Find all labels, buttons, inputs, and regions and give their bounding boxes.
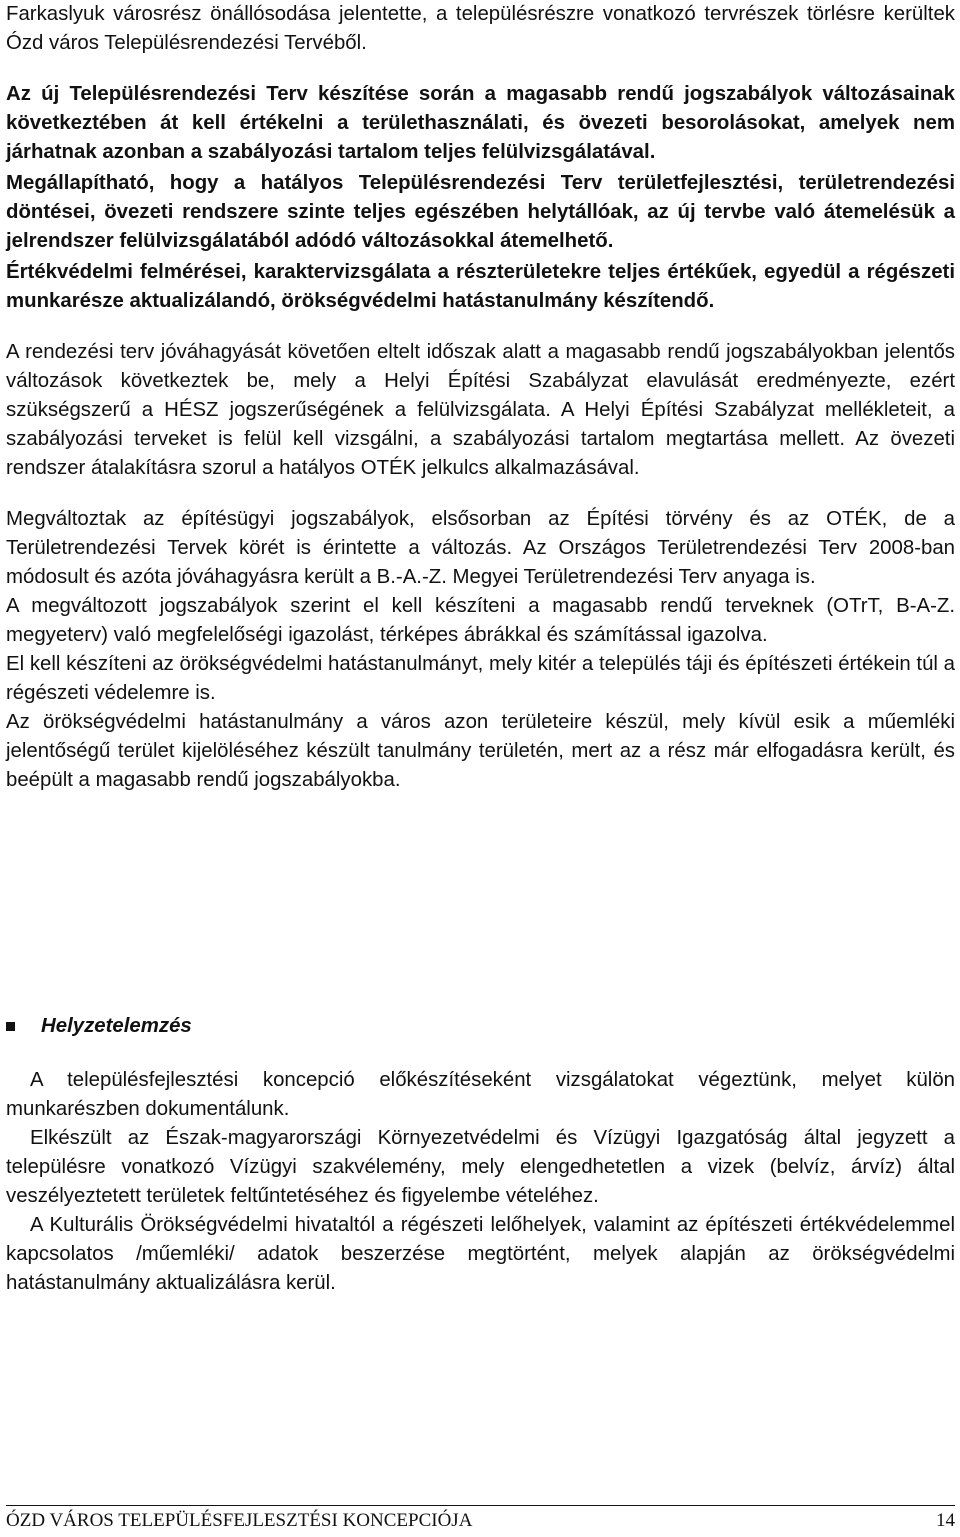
paragraph-teruletek: Az örökségvédelmi hatástanulmány a város azon területeire készül, mely kívül esik a műemléki jelentőségű terület kijelöléséhez készült tanulmány területén, mert az a rész már elfogadásra került, és beépült a magasabb rendű jogszabályokba. <box>6 711 955 791</box>
section-heading-text: Helyzetelemzés <box>41 1014 192 1037</box>
paragraph-oroksegvedelmi: A Kulturális Örökségvédelmi hivataltól a régészeti lelőhelyek, valamint az építészeti értékvédelemmel kapcsolatos /műemléki/ adatok beszerzése megtörtént, melyek alapján az örökségvédelmi hatástanulmány aktualizálásra kerül. <box>6 1214 955 1294</box>
document-body <box>6 0 955 795</box>
paragraph-hatastanulmany: El kell készíteni az örökségvédelmi hatástanulmányt, mely kitér a település táji és építészeti értékein túl a régészeti védelemre is. <box>6 653 955 704</box>
paragraph-bold-1: Az új Településrendezési Terv készítése során a magasabb rendű jogszabályok változásainak következtében át kell értékelni a területhasználati, és övezeti besorolásokat, amelyek nem járhatnak azonban a szabályozási tartalom teljes felülvizsgálatával. <box>6 83 955 163</box>
square-bullet-icon <box>6 1022 15 1031</box>
page-number: 14 <box>936 1510 955 1531</box>
section-heading <box>6 1011 606 1041</box>
page-footer <box>6 1505 955 1536</box>
analysis-body <box>6 1066 955 1298</box>
paragraph-bold-2: Megállapítható, hogy a hatályos Településrendezési Terv területfejlesztési, területrendezési döntései, övezeti rendszere szinte teljes egészében helytállóak, az új tervbe való átemelésük a jelrendszer felülvizsgálatából adódó változásokkal átemelhető. <box>6 172 955 252</box>
paragraph-vizsgalatok: A településfejlesztési koncepció előkészítéseként vizsgálatokat végeztünk, melyet külön munkarészben dokumentálunk. <box>6 1069 955 1120</box>
paragraph-bold-3: Értékvédelmi felmérései, karaktervizsgálata a részterületekre teljes értékűek, egyedül a régészeti munkarésze aktualizálandó, örökségvédelmi hatástanulmány készítendő. <box>6 261 955 312</box>
paragraph-hesz: A rendezési terv jóváhagyását követően eltelt időszak alatt a magasabb rendű jogszabályokban jelentős változások következtek be, mely a Helyi Építési Szabályzat elavulását eredményezte, ezért szükségszerű a HÉSZ jogszerűségének a felülvizsgálata. A Helyi Építési Szabályzat mellékleteit, a szabályozási terveket is felül kell vizsgálni, a szabályozási tartalom megtartása mellett. Az övezeti rendszer átalakításra szorul a hatályos OTÉK jelkulcs alkalmazásával. <box>6 341 955 479</box>
footer-title: ÓZD VÁROS TELEPÜLÉSFEJLESZTÉSI KONCEPCIÓJA <box>6 1510 473 1531</box>
paragraph-vizugyi: Elkészült az Észak-magyarországi Környezetvédelmi és Vízügyi Igazgatóság által jegyzett a településre vonatkozó Vízügyi szakvélemény, mely elengedhetetlen a vizek (belvíz, árvíz) által veszélyeztetett területek feltűntetéséhez és figyelembe vételéhez. <box>6 1127 955 1207</box>
paragraph-megfeleloseg: A megváltozott jogszabályok szerint el kell készíteni a magasabb rendű terveknek (OTrT, B-A-Z. megyeterv) való megfelelőségi igazolást, térképes ábrákkal és számítással igazolva. <box>6 595 955 646</box>
paragraph-intro: Farkaslyuk városrész önállósodása jelentette, a településrészre vonatkozó tervrészek törlésre kerültek Ózd város Településrendezési Tervéből. <box>6 3 955 54</box>
paragraph-jogszabalyok: Megváltoztak az építésügyi jogszabályok, elsősorban az Építési törvény és az OTÉK, de a Területrendezési Tervek körét is érintette a változás. Az Országos Területrendezési Terv 2008-ban módosult és azóta jóváhagyásra került a B.-A.-Z. Megyei Területrendezési Terv anyaga is. <box>6 508 955 588</box>
